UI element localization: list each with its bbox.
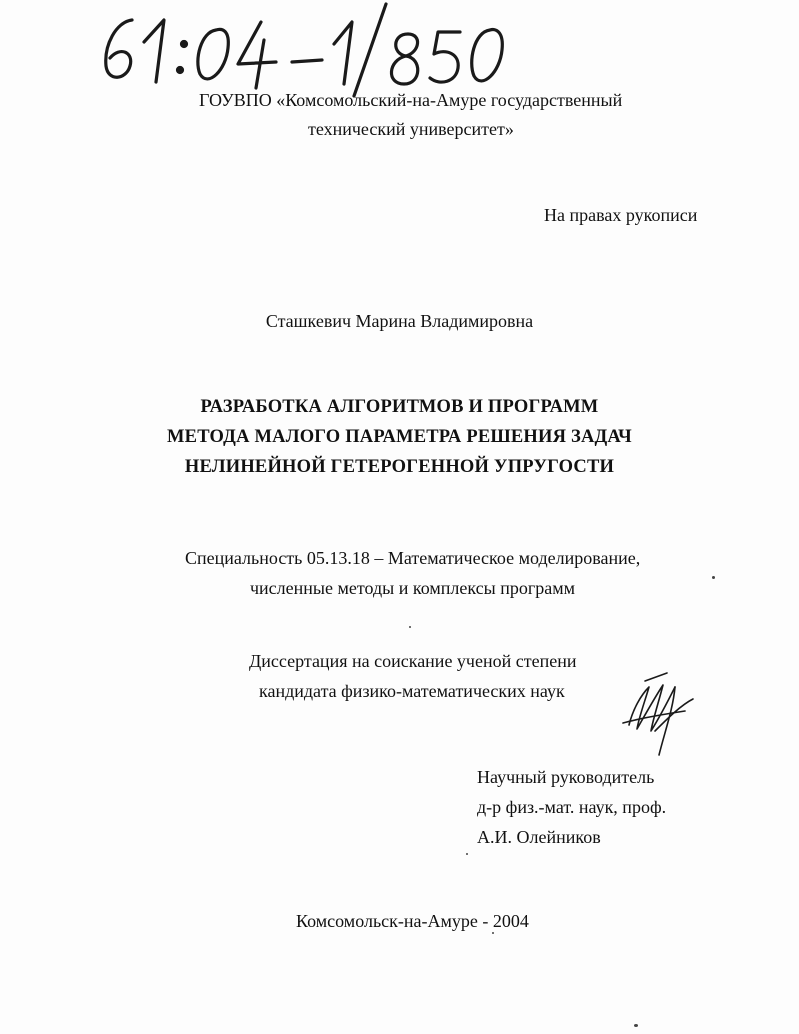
thesis-title-line-2: МЕТОДА МАЛОГО ПАРАМЕТРА РЕШЕНИЯ ЗАДАЧ [167,427,632,447]
dissertation-line-2: кандидата физико-математических наук [259,681,565,701]
advisor-line-2: д-р физ.-мат. наук, проф. [477,797,667,817]
manuscript-note: На правах рукописи [544,205,698,225]
scan-speck [409,626,411,628]
scan-speck [634,1024,638,1027]
institution-line-1: ГОУВПО «Комсомольский-на-Амуре государственный [199,90,623,110]
scan-speck [466,853,468,855]
city-year: Комсомольск-на-Амуре - 2004 [296,911,529,931]
specialty-line-1: Специальность 05.13.18 – Математическое моделирование, [185,548,641,568]
institution-line-2: технический университет» [308,119,514,139]
advisor-line-1: Научный руководитель [477,767,655,787]
specialty-line-2: численные методы и комплексы программ [250,578,576,598]
thesis-title-line-1: РАЗРАБОТКА АЛГОРИТМОВ И ПРОГРАММ [200,397,599,417]
author-name: Сташкевич Марина Владимировна [265,311,534,331]
handwritten-catalog-number [86,0,526,100]
thesis-title-line-3: НЕЛИНЕЙНОЙ ГЕТЕРОГЕННОЙ УПРУГОСТИ [184,457,615,477]
advisor-name: А.И. Олейников [477,827,601,847]
scan-speck [492,932,494,934]
dissertation-line-1: Диссертация на соискание ученой степени [249,651,577,671]
signature-mark [615,665,705,760]
scan-speck [712,576,715,579]
